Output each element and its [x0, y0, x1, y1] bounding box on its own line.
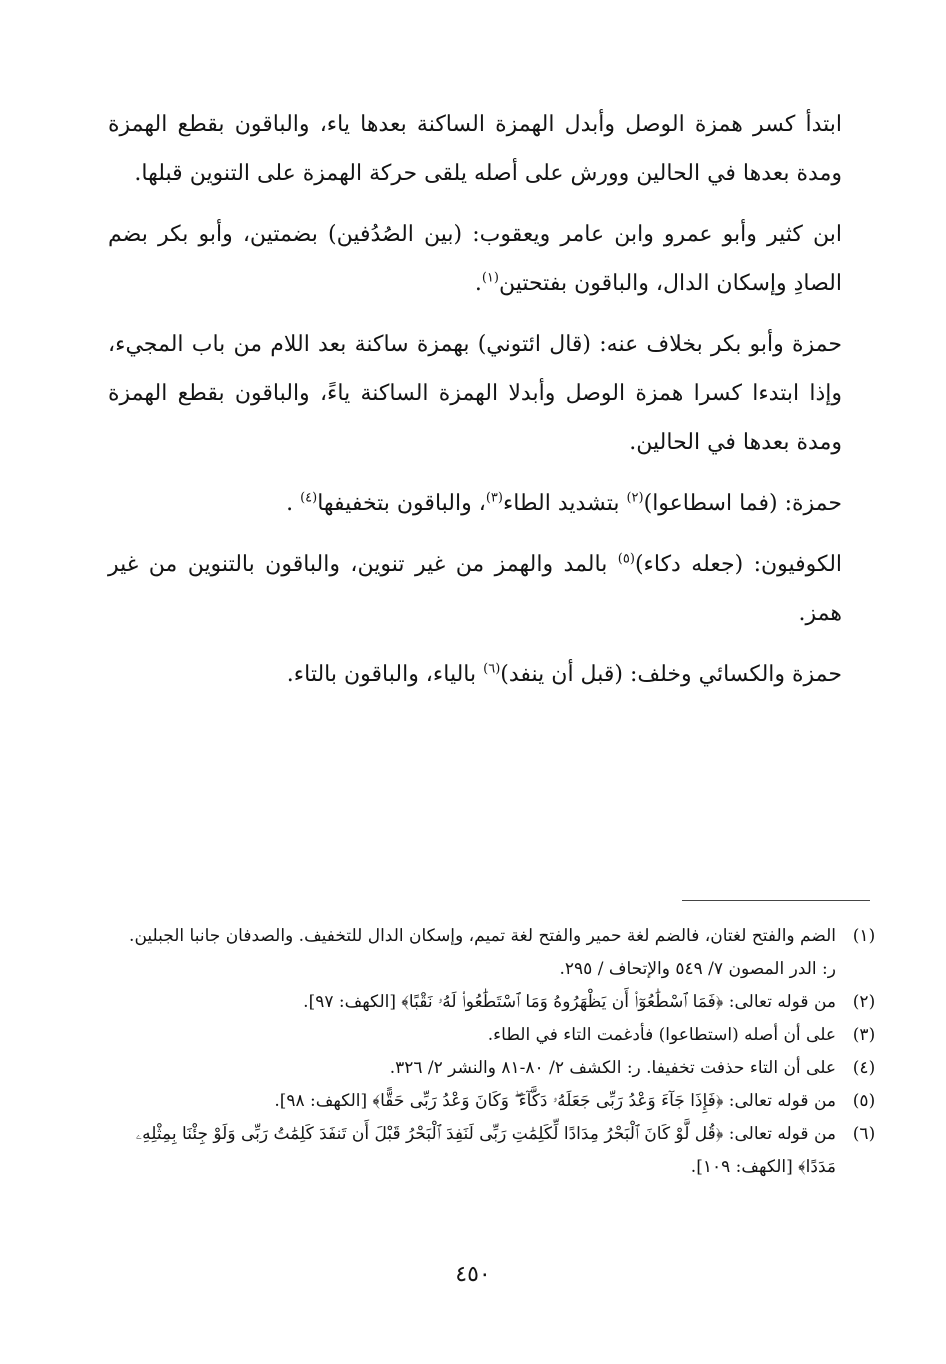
- footnote-3: [110, 1019, 884, 1052]
- footnote-5: [110, 1085, 884, 1118]
- footnote-ref-6[interactable]: (٦): [483, 661, 501, 677]
- paragraph-1: ابتدأ كسر همزة الوصل وأبدل الهمزة الساكنة بعدها ياء، والباقون بقطع الهمزة ومدة بعدها في الحالين وورش على أصله يلقى حركة الهمزة على التنوين قبلها.: [108, 112, 843, 186]
- footnote-ref-5[interactable]: (٥): [617, 551, 635, 567]
- paragraph-4: حمزة: (فما اسطاعوا)$^{(٢)}$ بتشديد الطاء$^{(٣)}$، والباقون بتخفيفها$^{(٤)}$ .: [286, 490, 842, 516]
- paragraph-5-text-a: الكوفيون: (جعله دكاء): [634, 552, 843, 577]
- footnote-1: [110, 920, 884, 986]
- footnote-ref-4[interactable]: (٤): [300, 490, 318, 506]
- paragraph-4-text-a: حمزة: (فما اسطاعوا): [643, 491, 842, 516]
- footnote-6: [110, 1118, 884, 1184]
- footnote-number: (٣): [852, 1025, 876, 1045]
- footnote-text: على أن التاء حذفت تخفيفا. ر: الكشف ٢/ ٨٠-٨١ والنشر ٢/ ٣٢٦.: [389, 1058, 836, 1078]
- paragraph-6-text-b: بالياء، والباقون بالتاء.: [286, 662, 477, 687]
- footnote-ref-2[interactable]: (٢): [626, 490, 644, 506]
- footnote-ref-1[interactable]: (١): [481, 270, 499, 286]
- paragraph-6-text-a: حمزة والكسائي وخلف: (قبل أن ينفد): [500, 662, 842, 687]
- paragraph-6: [108, 650, 870, 699]
- main-text: [108, 100, 870, 711]
- paragraph-4-text-c: ، والباقون بتخفيفها: [317, 491, 486, 516]
- footnote-text: على أن أصله (استطاعوا) فأدغمت التاء في الطاء.: [487, 1025, 836, 1045]
- footnote-2: [110, 986, 884, 1019]
- footnotes: [110, 920, 884, 1184]
- page-number: ٤٥٠: [455, 1262, 491, 1287]
- paragraph-2-text: ابن كثير وأبو عمرو وابن عامر ويعقوب: (بين الصُدُفين) بضمتين، وأبو بكر بضم الصادِ وإسكان الدال، والباقون بفتحتين: [108, 222, 842, 296]
- footnote-text: من قوله تعالى: ﴿قُل لَّوْ كَانَ ٱلْبَحْرُ مِدَادًا لِّكَلِمَٰتِ رَبِّى لَنَفِدَ ٱلْبَحْرُ قَبْلَ أَن تَنفَدَ كَلِمَٰتُ رَبِّى وَلَوْ جِئْنَا بِمِثْلِهِۦ مَدَدًا﴾ [الكهف: ١٠٩].: [135, 1124, 836, 1177]
- paragraph-5-text-b: بالمد والهمز من غير تنوين، والباقون بالتنوين من غير همز.: [108, 552, 842, 626]
- footnote-ref-3[interactable]: (٣): [485, 490, 503, 506]
- paragraph-3: حمزة وأبو بكر بخلاف عنه: (قال ائتوني) بهمزة ساكنة بعد اللام من باب المجيء، وإذا ابتدءا كسرا همزة الوصل وأبدلا الهمزة الساكنة ياءً، والباقون بقطع الهمزة ومدة بعدها في الحالين.: [108, 332, 842, 455]
- footnote-number: (٥): [852, 1091, 876, 1111]
- footnote-text: من قوله تعالى: ﴿فَمَا ٱسْطَٰعُوٓا۟ أَن يَظْهَرُوهُ وَمَا ٱسْتَطَٰعُوا۟ لَهُۥ نَقْبًا﴾ [الكهف: ٩٧].: [303, 992, 836, 1012]
- paragraph-4-text-b: بتشديد الطاء: [502, 491, 620, 516]
- paragraph-2: ابن كثير وأبو عمرو وابن عامر ويعقوب: (بين الصُدُفين) بضمتين، وأبو بكر بضم الصادِ وإسكان الدال، والباقون بفتحتين$^{(١)}$.: [108, 222, 842, 296]
- footnote-number: (٢): [852, 992, 876, 1012]
- footnote-text: الضم والفتح لغتان، فالضم لغة حمير والفتح لغة تميم، وإسكان الدال للتخفيف. والصدفان جانبا الجبلين. ر: الدر المصون ٧/ ٥٤٩ والإتحاف / ٢٩٥.: [129, 926, 836, 979]
- footnote-number: (١): [852, 926, 876, 946]
- footnote-number: (٤): [852, 1058, 876, 1078]
- footnote-separator: [682, 900, 870, 901]
- footnote-4: [110, 1052, 884, 1085]
- footnote-text: من قوله تعالى: ﴿فَإِذَا جَآءَ وَعْدُ رَبِّى جَعَلَهُۥ دَكَّآءَ ۖ وَكَانَ وَعْدُ رَبِّى حَقًّا﴾ [الكهف: ٩٨].: [274, 1091, 836, 1111]
- footnote-number: (٦): [852, 1124, 876, 1144]
- paragraph-5: [108, 540, 870, 638]
